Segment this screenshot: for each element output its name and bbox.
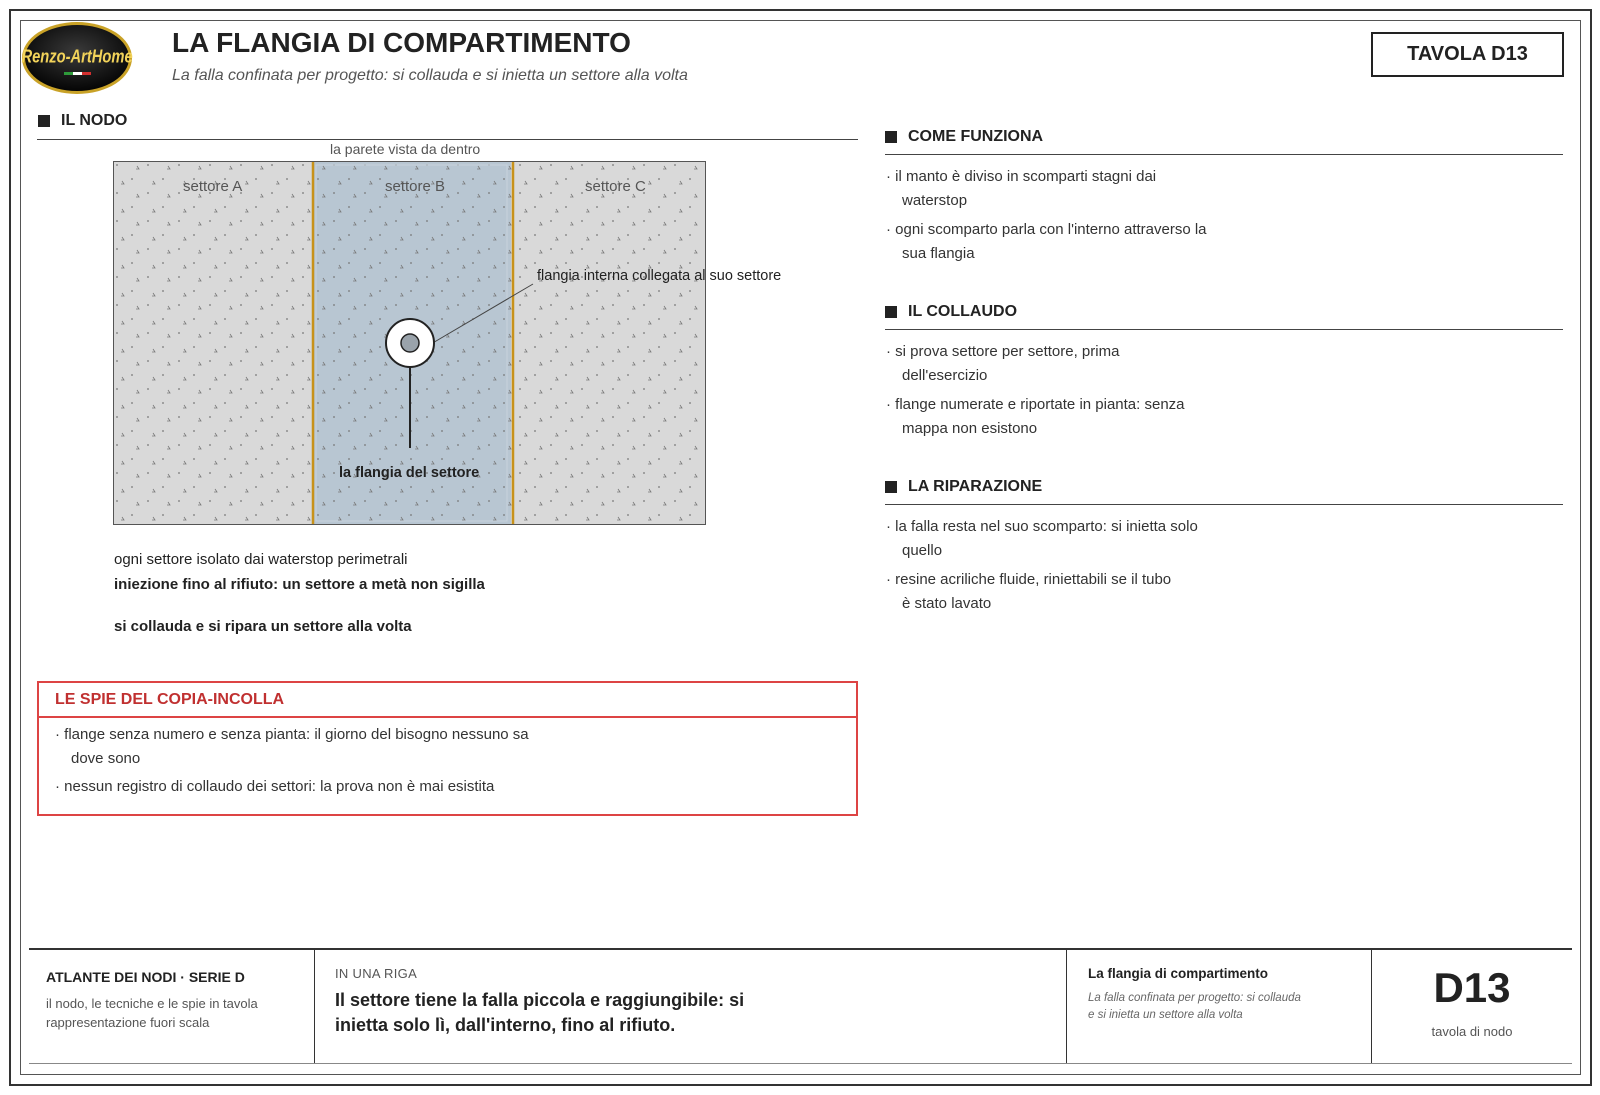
page-title: LA FLANGIA DI COMPARTIMENTO <box>172 27 631 58</box>
title-block-divider <box>314 950 315 1063</box>
svg-text:Renzo-ArtHome: Renzo-ArtHome <box>21 45 133 67</box>
list-item: · il manto è diviso in scomparti stagni dai waterstop <box>886 168 1157 209</box>
square-bullet-icon <box>885 306 897 318</box>
wall-label: la parete vista da dentro <box>330 141 481 157</box>
note-injection: iniezione fino al rifiuto: un settore a metà non sigilla <box>114 576 485 593</box>
section-rule-nodo <box>37 139 858 140</box>
series-desc-2: rappresentazione fuori scala <box>46 1015 210 1030</box>
section-heading-nodo-label: IL NODO <box>61 112 128 129</box>
list-item: · resine acriliche fluide, riniettabili se il tubo è stato lavato <box>886 571 1172 612</box>
plate-number: TAVOLA D13 <box>1371 32 1564 77</box>
plate-caption: tavola di nodo <box>1431 1024 1513 1039</box>
warning-heading: LE SPIE DEL COPIA-INCOLLA <box>39 683 856 718</box>
square-bullet-icon <box>885 131 897 143</box>
page-subtitle: La falla confinata per progetto: si collauda e si inietta un settore alla volta <box>172 67 688 84</box>
series-desc-1: il nodo, le tecniche e le spie in tavola <box>46 996 258 1011</box>
section-rule-come-funziona <box>885 154 1563 155</box>
flange-inner-port <box>401 334 419 352</box>
node-desc: La falla confinata per progetto: si collauda e si inietta un settore alla volta <box>1088 992 1301 1021</box>
plate-code: D13 <box>1433 964 1511 1011</box>
riga-label: IN UNA RIGA <box>335 966 418 981</box>
section-rule-riparazione <box>885 504 1563 505</box>
section-heading-collaudo: IL COLLAUDO <box>885 303 1017 321</box>
section-heading-riparazione: LA RIPARAZIONE <box>885 478 1042 496</box>
series-title: ATLANTE DEI NODI · SERIE D <box>46 969 245 985</box>
note-isolation: ogni settore isolato dai waterstop perimetrali <box>114 551 408 568</box>
warning-item: · nessun registro di collaudo dei settori: la prova non è mai esistita <box>55 778 495 795</box>
list-item: · si prova settore per settore, prima dell'esercizio <box>886 343 1120 384</box>
section-heading-nodo <box>38 112 127 130</box>
warning-box <box>37 681 858 816</box>
section-rule-collaudo <box>885 329 1563 330</box>
sector-label-a: settore A <box>183 178 243 195</box>
callout-internal-flange: flangia interna collegata al suo settore <box>537 268 782 284</box>
list-item: · flange numerate e riportate in pianta: senza mappa non esistono <box>886 396 1185 437</box>
title-block <box>29 948 1572 1064</box>
sector-label-c: settore C <box>585 178 646 195</box>
list-item: · la falla resta nel suo scomparto: si inietta solo quello <box>886 518 1198 559</box>
sector-label-b: settore B <box>385 178 446 195</box>
riga-summary: Il settore tiene la falla piccola e raggiungibile: si inietta solo lì, dall'interno, fino al rifiuto. <box>335 990 745 1035</box>
list-item: · ogni scomparto parla con l'interno attraverso la sua flangia <box>886 221 1207 262</box>
callout-sector-flange: la flangia del settore <box>339 465 480 481</box>
note-one-sector: si collauda e si ripara un settore alla volta <box>114 618 412 635</box>
square-bullet-icon <box>885 481 897 493</box>
title-block-divider <box>1066 950 1067 1063</box>
section-heading-come-funziona: COME FUNZIONA <box>885 128 1043 146</box>
square-bullet-icon <box>38 115 50 127</box>
node-title: La flangia di compartimento <box>1088 966 1269 981</box>
warning-item: · flange senza numero e senza pianta: il giorno del bisogno nessuno sa dove sono <box>55 726 529 767</box>
brand-logo <box>20 20 134 96</box>
